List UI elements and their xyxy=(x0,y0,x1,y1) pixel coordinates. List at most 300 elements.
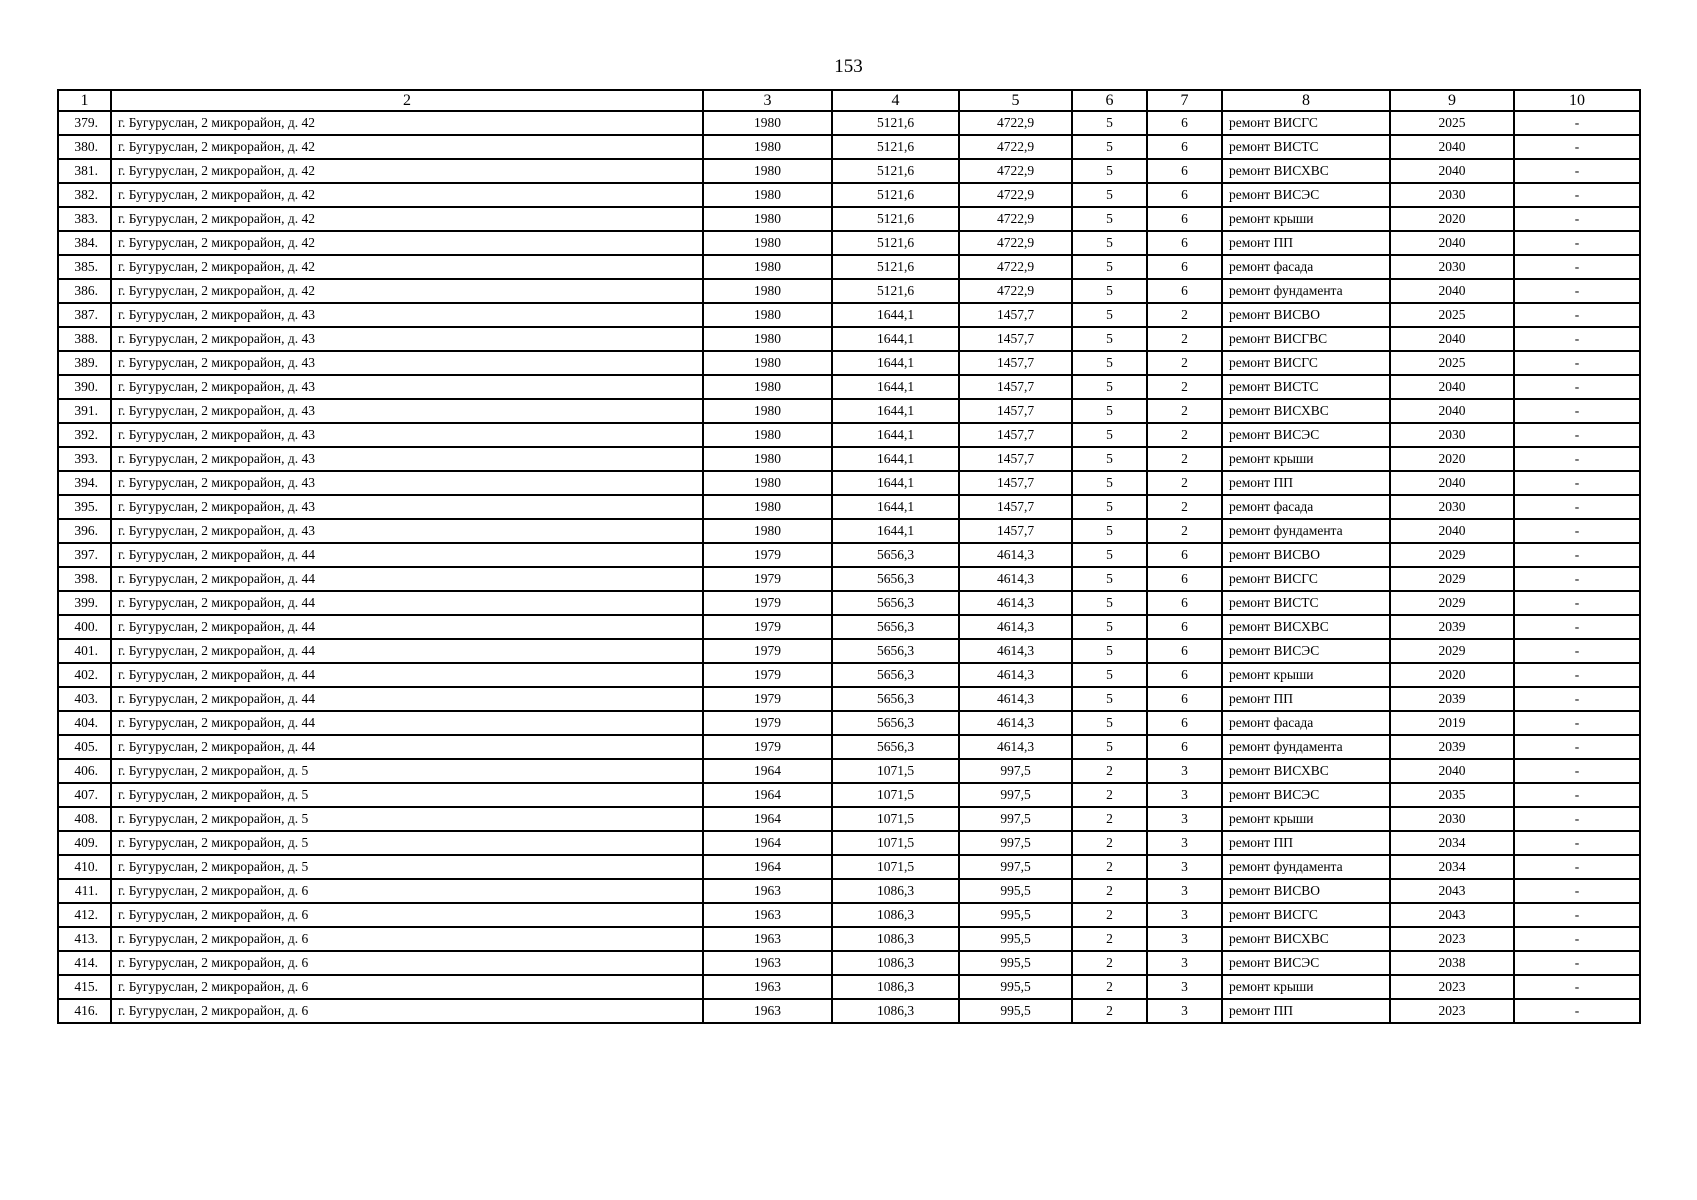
note-cell: - xyxy=(1514,255,1640,279)
year-built-cell: 1980 xyxy=(703,279,832,303)
note-cell: - xyxy=(1514,975,1640,999)
year-built-cell: 1963 xyxy=(703,975,832,999)
planned-year-cell: 2035 xyxy=(1390,783,1514,807)
entrances-cell: 6 xyxy=(1147,135,1222,159)
living-area-cell: 4722,9 xyxy=(959,183,1072,207)
address-cell: г. Бугуруслан, 2 микрорайон, д. 43 xyxy=(111,303,703,327)
total-area-cell: 5121,6 xyxy=(832,231,959,255)
total-area-cell: 1086,3 xyxy=(832,975,959,999)
row-number-cell: 389. xyxy=(58,351,111,375)
entrances-cell: 3 xyxy=(1147,903,1222,927)
living-area-cell: 1457,7 xyxy=(959,471,1072,495)
row-number-cell: 400. xyxy=(58,615,111,639)
note-cell: - xyxy=(1514,927,1640,951)
floors-cell: 5 xyxy=(1072,351,1147,375)
address-cell: г. Бугуруслан, 2 микрорайон, д. 43 xyxy=(111,447,703,471)
work-type-cell: ремонт фасада xyxy=(1222,255,1390,279)
row-number-cell: 411. xyxy=(58,879,111,903)
total-area-cell: 5656,3 xyxy=(832,543,959,567)
work-type-cell: ремонт ПП xyxy=(1222,999,1390,1023)
work-type-cell: ремонт ВИСХВС xyxy=(1222,759,1390,783)
floors-cell: 5 xyxy=(1072,111,1147,135)
address-cell: г. Бугуруслан, 2 микрорайон, д. 42 xyxy=(111,111,703,135)
total-area-cell: 1644,1 xyxy=(832,471,959,495)
work-type-cell: ремонт фасада xyxy=(1222,711,1390,735)
living-area-cell: 995,5 xyxy=(959,951,1072,975)
floors-cell: 5 xyxy=(1072,207,1147,231)
floors-cell: 5 xyxy=(1072,183,1147,207)
note-cell: - xyxy=(1514,615,1640,639)
living-area-cell: 4614,3 xyxy=(959,687,1072,711)
row-number-cell: 409. xyxy=(58,831,111,855)
table-row xyxy=(58,447,1640,471)
work-type-cell: ремонт ВИСТС xyxy=(1222,375,1390,399)
table-row xyxy=(58,279,1640,303)
address-cell: г. Бугуруслан, 2 микрорайон, д. 6 xyxy=(111,903,703,927)
note-cell: - xyxy=(1514,759,1640,783)
row-number-cell: 397. xyxy=(58,543,111,567)
planned-year-cell: 2025 xyxy=(1390,111,1514,135)
table-row xyxy=(58,903,1640,927)
living-area-cell: 1457,7 xyxy=(959,495,1072,519)
work-type-cell: ремонт ВИСЭС xyxy=(1222,639,1390,663)
row-number-cell: 416. xyxy=(58,999,111,1023)
living-area-cell: 997,5 xyxy=(959,807,1072,831)
entrances-cell: 2 xyxy=(1147,303,1222,327)
living-area-cell: 1457,7 xyxy=(959,375,1072,399)
total-area-cell: 1644,1 xyxy=(832,495,959,519)
table-row xyxy=(58,639,1640,663)
column-header-4: 4 xyxy=(832,90,959,111)
total-area-cell: 1644,1 xyxy=(832,351,959,375)
table-row xyxy=(58,927,1640,951)
total-area-cell: 1071,5 xyxy=(832,807,959,831)
row-number-cell: 408. xyxy=(58,807,111,831)
living-area-cell: 1457,7 xyxy=(959,519,1072,543)
year-built-cell: 1979 xyxy=(703,567,832,591)
row-number-cell: 401. xyxy=(58,639,111,663)
total-area-cell: 1086,3 xyxy=(832,999,959,1023)
work-type-cell: ремонт ВИСХВС xyxy=(1222,399,1390,423)
entrances-cell: 3 xyxy=(1147,999,1222,1023)
planned-year-cell: 2030 xyxy=(1390,423,1514,447)
floors-cell: 5 xyxy=(1072,471,1147,495)
entrances-cell: 6 xyxy=(1147,663,1222,687)
floors-cell: 2 xyxy=(1072,759,1147,783)
row-number-cell: 396. xyxy=(58,519,111,543)
column-header-1: 1 xyxy=(58,90,111,111)
living-area-cell: 995,5 xyxy=(959,903,1072,927)
note-cell: - xyxy=(1514,111,1640,135)
row-number-cell: 404. xyxy=(58,711,111,735)
work-type-cell: ремонт фундамента xyxy=(1222,855,1390,879)
repair-schedule-table xyxy=(57,89,1641,1024)
table-row xyxy=(58,207,1640,231)
living-area-cell: 995,5 xyxy=(959,999,1072,1023)
living-area-cell: 995,5 xyxy=(959,975,1072,999)
work-type-cell: ремонт фундамента xyxy=(1222,519,1390,543)
note-cell: - xyxy=(1514,447,1640,471)
total-area-cell: 1644,1 xyxy=(832,399,959,423)
total-area-cell: 1086,3 xyxy=(832,903,959,927)
planned-year-cell: 2043 xyxy=(1390,879,1514,903)
total-area-cell: 5656,3 xyxy=(832,567,959,591)
living-area-cell: 4614,3 xyxy=(959,639,1072,663)
row-number-cell: 410. xyxy=(58,855,111,879)
column-header-7: 7 xyxy=(1147,90,1222,111)
note-cell: - xyxy=(1514,375,1640,399)
note-cell: - xyxy=(1514,231,1640,255)
planned-year-cell: 2030 xyxy=(1390,495,1514,519)
entrances-cell: 2 xyxy=(1147,519,1222,543)
table-row xyxy=(58,591,1640,615)
year-built-cell: 1979 xyxy=(703,711,832,735)
year-built-cell: 1980 xyxy=(703,447,832,471)
total-area-cell: 5121,6 xyxy=(832,207,959,231)
planned-year-cell: 2040 xyxy=(1390,159,1514,183)
note-cell: - xyxy=(1514,423,1640,447)
table-row xyxy=(58,183,1640,207)
floors-cell: 5 xyxy=(1072,591,1147,615)
floors-cell: 5 xyxy=(1072,135,1147,159)
entrances-cell: 2 xyxy=(1147,447,1222,471)
entrances-cell: 3 xyxy=(1147,975,1222,999)
work-type-cell: ремонт ВИСВО xyxy=(1222,879,1390,903)
year-built-cell: 1963 xyxy=(703,951,832,975)
address-cell: г. Бугуруслан, 2 микрорайон, д. 5 xyxy=(111,783,703,807)
table-row xyxy=(58,111,1640,135)
floors-cell: 5 xyxy=(1072,735,1147,759)
work-type-cell: ремонт ВИСЭС xyxy=(1222,783,1390,807)
year-built-cell: 1964 xyxy=(703,855,832,879)
living-area-cell: 1457,7 xyxy=(959,351,1072,375)
table-row xyxy=(58,855,1640,879)
total-area-cell: 5121,6 xyxy=(832,255,959,279)
column-header-8: 8 xyxy=(1222,90,1390,111)
note-cell: - xyxy=(1514,735,1640,759)
total-area-cell: 1071,5 xyxy=(832,759,959,783)
planned-year-cell: 2029 xyxy=(1390,591,1514,615)
entrances-cell: 2 xyxy=(1147,423,1222,447)
planned-year-cell: 2040 xyxy=(1390,135,1514,159)
row-number-cell: 413. xyxy=(58,927,111,951)
address-cell: г. Бугуруслан, 2 микрорайон, д. 43 xyxy=(111,351,703,375)
table-row xyxy=(58,879,1640,903)
column-header-2: 2 xyxy=(111,90,703,111)
row-number-cell: 386. xyxy=(58,279,111,303)
year-built-cell: 1980 xyxy=(703,255,832,279)
address-cell: г. Бугуруслан, 2 микрорайон, д. 43 xyxy=(111,375,703,399)
floors-cell: 5 xyxy=(1072,615,1147,639)
note-cell: - xyxy=(1514,135,1640,159)
year-built-cell: 1964 xyxy=(703,831,832,855)
total-area-cell: 5121,6 xyxy=(832,279,959,303)
year-built-cell: 1980 xyxy=(703,399,832,423)
work-type-cell: ремонт ВИСТС xyxy=(1222,591,1390,615)
table-row xyxy=(58,975,1640,999)
year-built-cell: 1980 xyxy=(703,351,832,375)
table-row xyxy=(58,255,1640,279)
address-cell: г. Бугуруслан, 2 микрорайон, д. 42 xyxy=(111,231,703,255)
floors-cell: 5 xyxy=(1072,375,1147,399)
row-number-cell: 391. xyxy=(58,399,111,423)
year-built-cell: 1963 xyxy=(703,903,832,927)
floors-cell: 5 xyxy=(1072,687,1147,711)
entrances-cell: 6 xyxy=(1147,711,1222,735)
row-number-cell: 406. xyxy=(58,759,111,783)
total-area-cell: 1086,3 xyxy=(832,927,959,951)
total-area-cell: 5656,3 xyxy=(832,735,959,759)
row-number-cell: 407. xyxy=(58,783,111,807)
floors-cell: 5 xyxy=(1072,327,1147,351)
address-cell: г. Бугуруслан, 2 микрорайон, д. 44 xyxy=(111,711,703,735)
total-area-cell: 5121,6 xyxy=(832,183,959,207)
total-area-cell: 5656,3 xyxy=(832,591,959,615)
year-built-cell: 1979 xyxy=(703,663,832,687)
year-built-cell: 1979 xyxy=(703,687,832,711)
planned-year-cell: 2040 xyxy=(1390,399,1514,423)
living-area-cell: 997,5 xyxy=(959,855,1072,879)
total-area-cell: 5656,3 xyxy=(832,663,959,687)
note-cell: - xyxy=(1514,519,1640,543)
living-area-cell: 995,5 xyxy=(959,879,1072,903)
note-cell: - xyxy=(1514,351,1640,375)
table-row xyxy=(58,663,1640,687)
planned-year-cell: 2025 xyxy=(1390,351,1514,375)
year-built-cell: 1980 xyxy=(703,495,832,519)
floors-cell: 2 xyxy=(1072,807,1147,831)
total-area-cell: 1644,1 xyxy=(832,303,959,327)
planned-year-cell: 2029 xyxy=(1390,639,1514,663)
planned-year-cell: 2023 xyxy=(1390,975,1514,999)
living-area-cell: 4614,3 xyxy=(959,735,1072,759)
work-type-cell: ремонт ВИСЭС xyxy=(1222,423,1390,447)
floors-cell: 5 xyxy=(1072,159,1147,183)
planned-year-cell: 2040 xyxy=(1390,327,1514,351)
year-built-cell: 1980 xyxy=(703,183,832,207)
work-type-cell: ремонт крыши xyxy=(1222,807,1390,831)
table-row xyxy=(58,567,1640,591)
address-cell: г. Бугуруслан, 2 микрорайон, д. 44 xyxy=(111,663,703,687)
floors-cell: 5 xyxy=(1072,255,1147,279)
work-type-cell: ремонт ВИСЭС xyxy=(1222,951,1390,975)
year-built-cell: 1980 xyxy=(703,135,832,159)
living-area-cell: 997,5 xyxy=(959,783,1072,807)
table-body xyxy=(58,111,1640,1023)
entrances-cell: 3 xyxy=(1147,831,1222,855)
planned-year-cell: 2039 xyxy=(1390,687,1514,711)
note-cell: - xyxy=(1514,831,1640,855)
note-cell: - xyxy=(1514,855,1640,879)
year-built-cell: 1963 xyxy=(703,879,832,903)
floors-cell: 2 xyxy=(1072,975,1147,999)
entrances-cell: 6 xyxy=(1147,591,1222,615)
note-cell: - xyxy=(1514,159,1640,183)
address-cell: г. Бугуруслан, 2 микрорайон, д. 44 xyxy=(111,615,703,639)
note-cell: - xyxy=(1514,999,1640,1023)
table-row xyxy=(58,327,1640,351)
year-built-cell: 1980 xyxy=(703,111,832,135)
column-header-3: 3 xyxy=(703,90,832,111)
address-cell: г. Бугуруслан, 2 микрорайон, д. 44 xyxy=(111,567,703,591)
living-area-cell: 1457,7 xyxy=(959,303,1072,327)
living-area-cell: 4614,3 xyxy=(959,543,1072,567)
note-cell: - xyxy=(1514,399,1640,423)
note-cell: - xyxy=(1514,639,1640,663)
table-row xyxy=(58,711,1640,735)
planned-year-cell: 2040 xyxy=(1390,759,1514,783)
living-area-cell: 4722,9 xyxy=(959,231,1072,255)
note-cell: - xyxy=(1514,903,1640,927)
row-number-cell: 379. xyxy=(58,111,111,135)
row-number-cell: 388. xyxy=(58,327,111,351)
entrances-cell: 3 xyxy=(1147,855,1222,879)
table-row xyxy=(58,735,1640,759)
note-cell: - xyxy=(1514,879,1640,903)
address-cell: г. Бугуруслан, 2 микрорайон, д. 44 xyxy=(111,591,703,615)
planned-year-cell: 2023 xyxy=(1390,999,1514,1023)
address-cell: г. Бугуруслан, 2 микрорайон, д. 6 xyxy=(111,999,703,1023)
work-type-cell: ремонт ПП xyxy=(1222,231,1390,255)
address-cell: г. Бугуруслан, 2 микрорайон, д. 43 xyxy=(111,495,703,519)
year-built-cell: 1964 xyxy=(703,807,832,831)
address-cell: г. Бугуруслан, 2 микрорайон, д. 42 xyxy=(111,279,703,303)
year-built-cell: 1980 xyxy=(703,159,832,183)
row-number-cell: 392. xyxy=(58,423,111,447)
work-type-cell: ремонт фасада xyxy=(1222,495,1390,519)
address-cell: г. Бугуруслан, 2 микрорайон, д. 5 xyxy=(111,831,703,855)
table-row xyxy=(58,495,1640,519)
planned-year-cell: 2030 xyxy=(1390,255,1514,279)
row-number-cell: 412. xyxy=(58,903,111,927)
total-area-cell: 1644,1 xyxy=(832,519,959,543)
living-area-cell: 4722,9 xyxy=(959,255,1072,279)
living-area-cell: 4722,9 xyxy=(959,111,1072,135)
note-cell: - xyxy=(1514,183,1640,207)
planned-year-cell: 2039 xyxy=(1390,615,1514,639)
table-row xyxy=(58,159,1640,183)
row-number-cell: 382. xyxy=(58,183,111,207)
row-number-cell: 415. xyxy=(58,975,111,999)
work-type-cell: ремонт крыши xyxy=(1222,975,1390,999)
row-number-cell: 395. xyxy=(58,495,111,519)
table-row xyxy=(58,759,1640,783)
floors-cell: 2 xyxy=(1072,855,1147,879)
note-cell: - xyxy=(1514,807,1640,831)
living-area-cell: 4722,9 xyxy=(959,135,1072,159)
entrances-cell: 3 xyxy=(1147,759,1222,783)
note-cell: - xyxy=(1514,591,1640,615)
total-area-cell: 1644,1 xyxy=(832,327,959,351)
floors-cell: 5 xyxy=(1072,495,1147,519)
planned-year-cell: 2038 xyxy=(1390,951,1514,975)
planned-year-cell: 2040 xyxy=(1390,519,1514,543)
table-row xyxy=(58,687,1640,711)
floors-cell: 5 xyxy=(1072,399,1147,423)
entrances-cell: 6 xyxy=(1147,279,1222,303)
year-built-cell: 1979 xyxy=(703,639,832,663)
table-row xyxy=(58,303,1640,327)
address-cell: г. Бугуруслан, 2 микрорайон, д. 44 xyxy=(111,543,703,567)
floors-cell: 5 xyxy=(1072,543,1147,567)
table-row xyxy=(58,375,1640,399)
entrances-cell: 6 xyxy=(1147,159,1222,183)
note-cell: - xyxy=(1514,207,1640,231)
year-built-cell: 1980 xyxy=(703,231,832,255)
planned-year-cell: 2039 xyxy=(1390,735,1514,759)
entrances-cell: 6 xyxy=(1147,543,1222,567)
table-row xyxy=(58,951,1640,975)
entrances-cell: 3 xyxy=(1147,783,1222,807)
entrances-cell: 6 xyxy=(1147,183,1222,207)
planned-year-cell: 2020 xyxy=(1390,447,1514,471)
address-cell: г. Бугуруслан, 2 микрорайон, д. 44 xyxy=(111,735,703,759)
note-cell: - xyxy=(1514,471,1640,495)
row-number-cell: 405. xyxy=(58,735,111,759)
year-built-cell: 1963 xyxy=(703,999,832,1023)
entrances-cell: 6 xyxy=(1147,111,1222,135)
total-area-cell: 1086,3 xyxy=(832,879,959,903)
planned-year-cell: 2020 xyxy=(1390,663,1514,687)
work-type-cell: ремонт крыши xyxy=(1222,207,1390,231)
address-cell: г. Бугуруслан, 2 микрорайон, д. 42 xyxy=(111,159,703,183)
entrances-cell: 6 xyxy=(1147,639,1222,663)
note-cell: - xyxy=(1514,663,1640,687)
year-built-cell: 1980 xyxy=(703,327,832,351)
work-type-cell: ремонт ПП xyxy=(1222,471,1390,495)
table-row xyxy=(58,999,1640,1023)
planned-year-cell: 2019 xyxy=(1390,711,1514,735)
entrances-cell: 2 xyxy=(1147,327,1222,351)
column-header-9: 9 xyxy=(1390,90,1514,111)
living-area-cell: 4614,3 xyxy=(959,711,1072,735)
living-area-cell: 4722,9 xyxy=(959,279,1072,303)
year-built-cell: 1980 xyxy=(703,207,832,231)
work-type-cell: ремонт ВИСВО xyxy=(1222,543,1390,567)
year-built-cell: 1964 xyxy=(703,759,832,783)
row-number-cell: 384. xyxy=(58,231,111,255)
entrances-cell: 6 xyxy=(1147,231,1222,255)
table-row xyxy=(58,807,1640,831)
work-type-cell: ремонт ПП xyxy=(1222,831,1390,855)
planned-year-cell: 2030 xyxy=(1390,807,1514,831)
planned-year-cell: 2030 xyxy=(1390,183,1514,207)
year-built-cell: 1980 xyxy=(703,519,832,543)
living-area-cell: 4614,3 xyxy=(959,615,1072,639)
work-type-cell: ремонт ВИСГС xyxy=(1222,351,1390,375)
floors-cell: 2 xyxy=(1072,951,1147,975)
row-number-cell: 399. xyxy=(58,591,111,615)
entrances-cell: 3 xyxy=(1147,951,1222,975)
planned-year-cell: 2025 xyxy=(1390,303,1514,327)
note-cell: - xyxy=(1514,567,1640,591)
entrances-cell: 6 xyxy=(1147,255,1222,279)
floors-cell: 5 xyxy=(1072,519,1147,543)
total-area-cell: 5121,6 xyxy=(832,135,959,159)
work-type-cell: ремонт фундамента xyxy=(1222,279,1390,303)
work-type-cell: ремонт ВИСВО xyxy=(1222,303,1390,327)
note-cell: - xyxy=(1514,543,1640,567)
floors-cell: 5 xyxy=(1072,711,1147,735)
table-row xyxy=(58,351,1640,375)
planned-year-cell: 2040 xyxy=(1390,471,1514,495)
entrances-cell: 6 xyxy=(1147,567,1222,591)
row-number-cell: 414. xyxy=(58,951,111,975)
total-area-cell: 5656,3 xyxy=(832,687,959,711)
row-number-cell: 393. xyxy=(58,447,111,471)
planned-year-cell: 2040 xyxy=(1390,279,1514,303)
living-area-cell: 4722,9 xyxy=(959,159,1072,183)
